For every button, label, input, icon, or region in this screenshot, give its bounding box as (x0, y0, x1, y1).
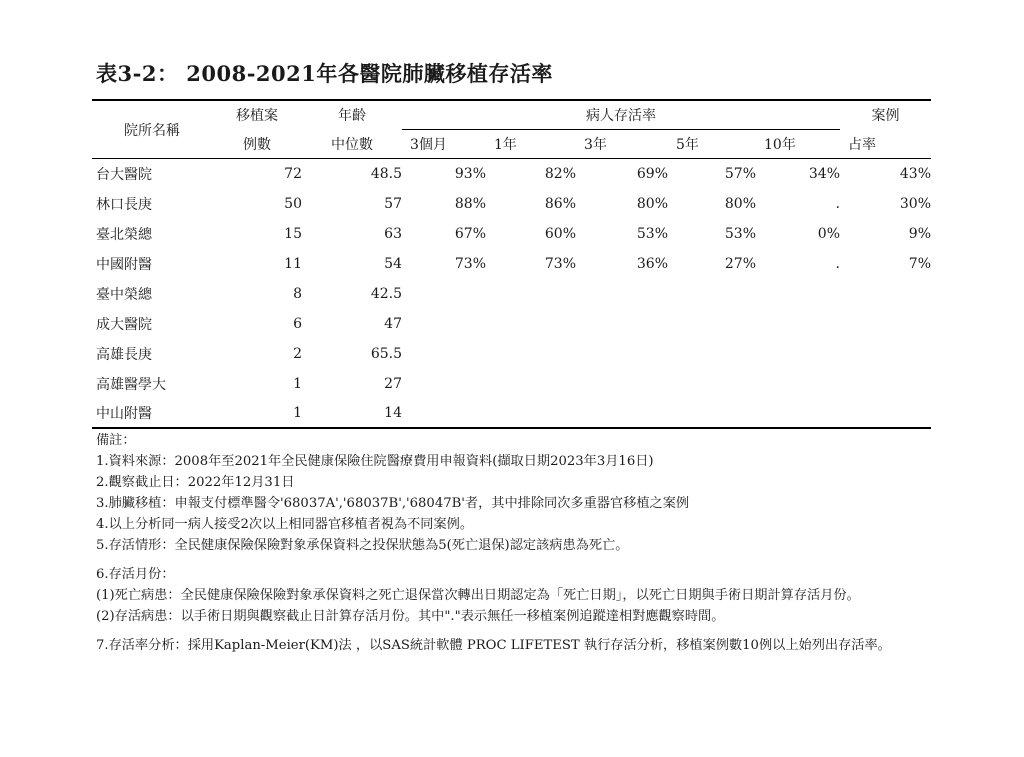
hospital-name: 中山附醫 (92, 399, 212, 428)
survival-10y: . (835, 256, 840, 272)
survival-5y (668, 279, 756, 309)
table-row (92, 189, 931, 219)
note-2: 2.觀察截止日：2022年12月31日 (96, 475, 295, 490)
survival-3m (402, 309, 486, 339)
survival-10y (756, 279, 840, 309)
median-age: 57 (384, 196, 402, 212)
survival-3m (402, 279, 486, 309)
case-share: 9% (908, 226, 931, 242)
case-count: 6 (293, 316, 302, 332)
note-1: 1.資料來源：2008年至2021年全民健康保險住院醫療費用申報資料(擷取日期2023年3月16日) (96, 454, 654, 469)
survival-3m: 93% (454, 166, 486, 182)
header-10y: 10年 (756, 130, 840, 159)
hospital-name: 中國附醫 (96, 257, 152, 273)
case-count: 1 (293, 376, 302, 392)
median-age: 48.5 (370, 166, 402, 182)
survival-5y (668, 399, 756, 428)
survival-1y (486, 339, 576, 369)
survival-5y: 27% (724, 256, 756, 272)
survival-5y (668, 309, 756, 339)
survival-1y (486, 309, 576, 339)
survival-3y: 53% (636, 226, 668, 242)
survival-3m: 88% (454, 196, 486, 212)
survival-10y (756, 369, 840, 399)
case-share: 7% (908, 256, 931, 272)
survival-10y: . (835, 196, 840, 212)
survival-10y (756, 309, 840, 339)
survival-3y (576, 339, 668, 369)
survival-5y: 80% (724, 196, 756, 212)
table-row (92, 309, 931, 339)
case-share: 30% (899, 196, 931, 212)
case-count: 8 (293, 286, 302, 302)
note-6b: (2)存活病患：以手術日期與觀察截止日計算存活月份。其中"."表示無任一移植案例追蹤達相對應觀察時間。 (96, 609, 725, 624)
note-7: 7.存活率分析：採用Kaplan-Meier(KM)法 ，以SAS統計軟體 PROC LIFETEST 執行存活分析，移植案例數10例以上始列出存活率。 (96, 638, 891, 653)
median-age: 54 (384, 256, 402, 272)
header-share-top: 案例 (840, 100, 931, 130)
survival-3y (576, 399, 668, 428)
survival-1y: 60% (544, 226, 576, 242)
survival-3y (576, 279, 668, 309)
survival-10y (756, 339, 840, 369)
header-3m: 3個月 (402, 130, 486, 159)
survival-5y: 53% (724, 226, 756, 242)
hospital-name: 台大醫院 (96, 167, 152, 183)
hospital-name: 林口長庚 (96, 197, 152, 213)
survival-table (92, 99, 931, 429)
hospital-name: 臺北榮總 (96, 227, 152, 243)
notes (96, 430, 936, 656)
survival-5y (668, 339, 756, 369)
table-title: 表3-2： 2008-2021年各醫院肺臟移植存活率 (96, 61, 553, 86)
median-age: 47 (384, 316, 402, 332)
table-row (92, 159, 931, 190)
table-row (92, 279, 931, 309)
case-count: 1 (212, 399, 302, 428)
survival-3y (576, 369, 668, 399)
median-age: 27 (384, 376, 402, 392)
case-count: 15 (284, 226, 302, 242)
hospital-name: 高雄醫學大 (96, 377, 166, 393)
note-3: 3.肺臟移植：申報支付標準醫令'68037A','68037B','68047B'者，其中排除同次多重器官移植之案例 (96, 496, 690, 511)
table-row (92, 399, 931, 428)
case-count: 11 (284, 256, 302, 272)
survival-1y: 86% (544, 196, 576, 212)
case-count: 72 (284, 166, 302, 182)
notes-heading: 備註： (96, 433, 136, 448)
case-count: 2 (293, 346, 302, 362)
median-age: 63 (384, 226, 402, 242)
survival-3y: 69% (636, 166, 668, 182)
case-share (840, 369, 931, 399)
header-cases-top: 移植案 (212, 100, 302, 130)
note-4: 4.以上分析同一病人接受2次以上相同器官移植者視為不同案例。 (96, 517, 474, 532)
hospital-name: 臺中榮總 (96, 287, 152, 303)
header-age-top: 年齡 (302, 100, 402, 130)
survival-3y (576, 309, 668, 339)
header-5y: 5年 (668, 130, 756, 159)
table-row (92, 339, 931, 369)
header-survival-group: 病人存活率 (402, 100, 840, 130)
note-5: 5.存活情形：全民健康保險保險對象承保資料之投保狀態為5(死亡退保)認定該病患為死亡。 (96, 538, 629, 553)
survival-1y: 82% (544, 166, 576, 182)
survival-5y (668, 369, 756, 399)
table-row (92, 219, 931, 249)
median-age: 42.5 (370, 286, 402, 302)
header-3y: 3年 (576, 130, 668, 159)
survival-1y (486, 369, 576, 399)
hospital-name: 成大醫院 (96, 317, 152, 333)
header-age-bottom: 中位數 (302, 130, 402, 159)
survival-1y (486, 399, 576, 428)
median-age: 65.5 (370, 346, 402, 362)
survival-10y: 34% (808, 166, 840, 182)
header-share-bottom: 占率 (840, 130, 931, 159)
survival-3m: 67% (454, 226, 486, 242)
note-6a: (1)死亡病患：全民健康保險保險對象承保資料之死亡退保當次轉出日期認定為「死亡日期」，以死亡日期與手術日期計算存活月份。 (96, 588, 860, 603)
hospital-name: 高雄長庚 (96, 347, 152, 363)
survival-3y: 80% (636, 196, 668, 212)
case-share (840, 339, 931, 369)
survival-3y: 36% (636, 256, 668, 272)
survival-3m (402, 339, 486, 369)
case-share: 43% (899, 166, 931, 182)
table-row (92, 369, 931, 399)
median-age: 14 (302, 399, 402, 428)
survival-3m (402, 399, 486, 428)
survival-3m (402, 369, 486, 399)
case-count: 50 (284, 196, 302, 212)
table-row (92, 249, 931, 279)
survival-3m: 73% (454, 256, 486, 272)
survival-10y: 0% (817, 226, 840, 242)
note-6: 6.存活月份： (96, 567, 175, 582)
header-1y: 1年 (486, 130, 576, 159)
case-share (840, 399, 931, 428)
survival-1y (486, 279, 576, 309)
case-share (840, 309, 931, 339)
survival-5y: 57% (724, 166, 756, 182)
table-body (92, 159, 931, 429)
header-cases-bottom: 例數 (212, 130, 302, 159)
case-share (840, 279, 931, 309)
header-hospital: 院所名稱 (92, 100, 212, 159)
survival-10y (756, 399, 840, 428)
survival-1y: 73% (544, 256, 576, 272)
